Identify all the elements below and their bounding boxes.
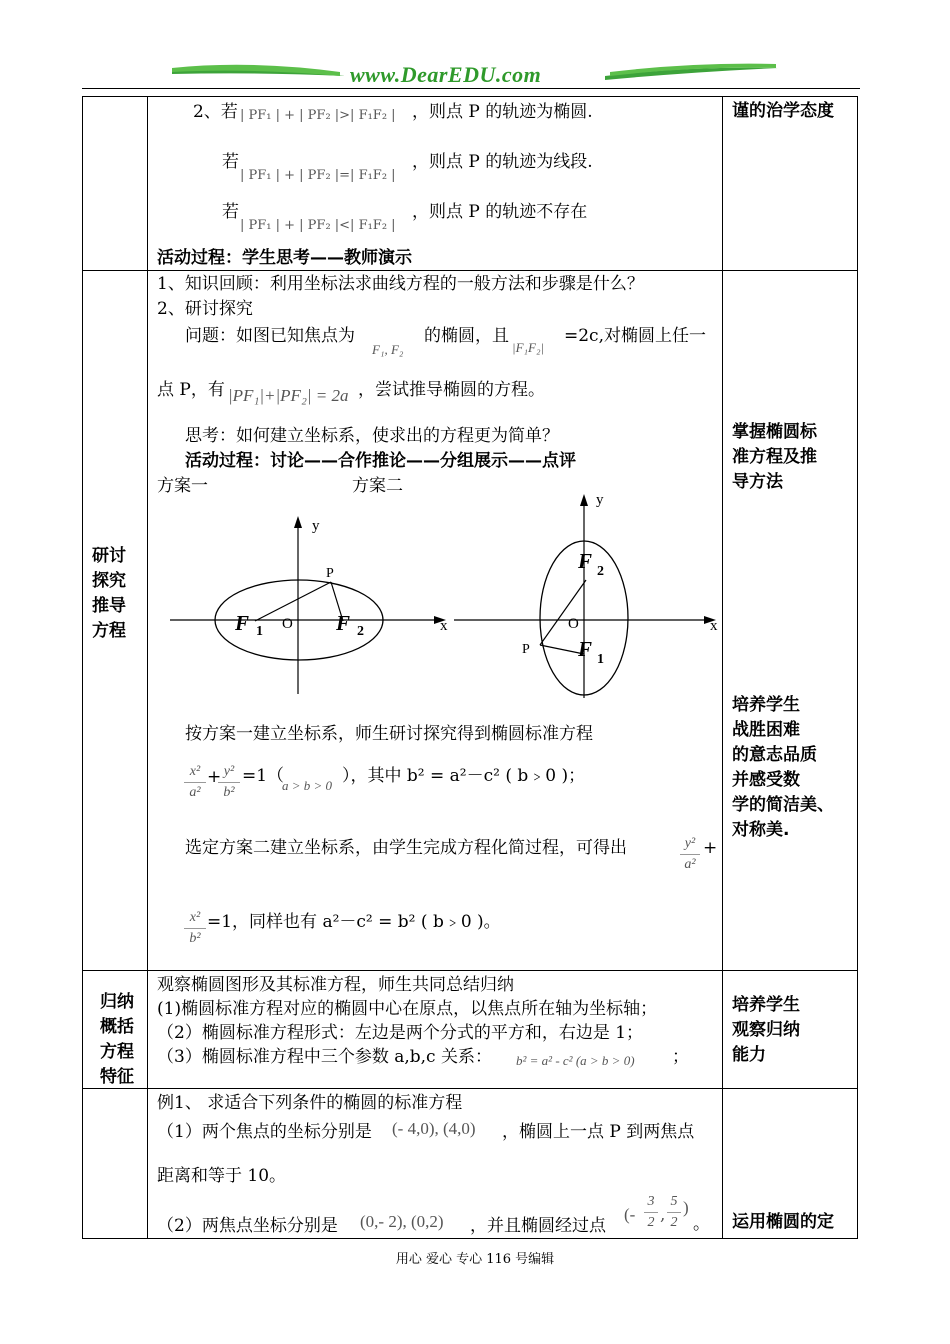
eq2-numerator-y: y² xyxy=(684,836,696,851)
example1-part2-c: ，并且椭圆经过点 xyxy=(470,1216,606,1236)
fig2-x-label: x xyxy=(710,618,718,634)
eq1-denominator-b: b² xyxy=(223,785,235,800)
fig1-point-p: P xyxy=(326,566,334,581)
eq1-rest: =1（ xyxy=(242,766,285,786)
row3-side-note: 培养学生 观察归纳 能力 xyxy=(732,995,800,1065)
row1-line2-formula: | PF₁ | + | PF₂ |=| F₁F₂ | xyxy=(240,168,396,183)
row1-line2-prefix: 若 xyxy=(222,152,239,172)
fig1-x-label: x xyxy=(440,618,448,634)
fig1-y-label: y xyxy=(312,518,320,534)
row2-problem-c: 的椭圆，且 xyxy=(424,326,509,346)
row2-problem-sum: |PF₁|+|PF₂| = 2a xyxy=(228,386,349,405)
row3-point3: （3）椭圆标准方程中三个参数 a,b,c 关系： xyxy=(157,1047,492,1067)
fig1-f2: F xyxy=(336,611,351,635)
row2-problem-tail: ，尝试推导椭圆的方程。 xyxy=(358,380,545,400)
frac1-numerator: 3 xyxy=(647,1194,655,1209)
row1-line1-suffix: ，则点 P 的轨迹为椭圆. xyxy=(412,102,593,122)
row1-line3-prefix: 若 xyxy=(222,202,239,222)
eq1-frac-y xyxy=(218,764,240,801)
figure-plan1 xyxy=(150,510,450,700)
frac2-denominator: 2 xyxy=(670,1215,678,1230)
eq1-numerator-y: y² xyxy=(223,764,235,779)
row2-label: 研讨 探究 推导 方程 xyxy=(92,546,126,641)
example1-part1-c: ，椭圆上一点 P 到两焦点 xyxy=(502,1122,695,1142)
fig2-f1-sub: 1 xyxy=(597,652,604,667)
example1-point-frac1 xyxy=(644,1194,658,1231)
row2-problem-f1f2: |F₁F₂| xyxy=(512,340,545,355)
eq1-numerator-x: x² xyxy=(189,764,201,779)
example1-title: 例1、 求适合下列条件的椭圆的标准方程 xyxy=(157,1093,463,1113)
example1-point-frac2 xyxy=(667,1194,681,1231)
row3-point2: （2）椭圆标准方程形式：左边是两个分式的平方和，右边是 1； xyxy=(157,1023,644,1043)
row2-review: 1、知识回顾：利用坐标法求曲线方程的一般方法和步骤是什么？ xyxy=(157,274,644,294)
fig1-origin: O xyxy=(282,616,293,632)
eq1-tail: ），其中 b² = a²－c² ( b﹥0 )； xyxy=(342,766,586,786)
row2-explore: 2、研讨探究 xyxy=(157,299,253,319)
row2-activity: 活动过程：讨论——合作推论——分组展示——点评 xyxy=(185,451,576,471)
figure-plan2 xyxy=(450,484,722,700)
frac1-denominator: 2 xyxy=(647,1215,655,1230)
example1-point-comma: , xyxy=(660,1205,666,1225)
eq3-numerator-x: x² xyxy=(189,910,201,925)
fig2-f2-sub: 2 xyxy=(597,564,604,579)
fig1-f2-sub: 2 xyxy=(357,624,364,639)
fig2-origin: O xyxy=(568,616,579,632)
row2-side-goal: 掌握椭圆标 准方程及推 导方法 xyxy=(732,422,817,492)
example1-part1-a: （1）两个焦点的坐标分别是 xyxy=(157,1122,372,1142)
fig1-f1: F xyxy=(235,611,250,635)
eq1-frac-x xyxy=(184,764,206,801)
fig1-f1-sub: 1 xyxy=(256,624,263,639)
frac2-numerator: 5 xyxy=(670,1194,678,1209)
row3-point3-end: ； xyxy=(672,1047,689,1067)
example1-part2-foci: (0,- 2), (0,2) xyxy=(360,1212,444,1231)
row1-line3-suffix: ，则点 P 的轨迹不存在 xyxy=(412,202,588,222)
eq3-tail: =1，同样也有 a²－c² = b² ( b﹥0 )。 xyxy=(207,912,501,932)
row1-line2-suffix: ，则点 P 的轨迹为线段. xyxy=(412,152,593,172)
row2-side-values: 培养学生 战胜困难 的意志品质 并感受数 学的简洁美、 对称美. xyxy=(732,695,834,840)
row4-side-note: 运用椭圆的定 xyxy=(732,1212,834,1232)
header-rule xyxy=(82,88,860,89)
eq2-denominator-a: a² xyxy=(684,857,696,872)
eq1-plus: + xyxy=(207,767,222,787)
example1-part1-foci: (- 4,0), (4,0) xyxy=(392,1119,476,1138)
example1-part2-a: （2）两焦点坐标分别是 xyxy=(157,1216,338,1236)
plan2-label: 方案二 xyxy=(352,476,403,496)
page-footer: 用心 爱心 专心 116 号编辑 xyxy=(395,1252,555,1267)
row3-relation: b² = a² - c² (a > b > 0) xyxy=(516,1053,635,1068)
row2-problem-p: 点 P，有 xyxy=(157,380,225,400)
eq1-denominator-a: a² xyxy=(189,785,201,800)
example1-point-open: (- xyxy=(624,1205,636,1224)
row2-problem-a: 问题：如图已知焦点为 xyxy=(185,326,355,346)
fig2-f2: F xyxy=(578,549,593,573)
example1-part1-d: 距离和等于 10。 xyxy=(157,1166,287,1186)
plan1-label: 方案一 xyxy=(157,476,208,496)
row3-point1: (1)椭圆标准方程对应的椭圆中心在原点，以焦点所在轴为坐标轴； xyxy=(157,999,658,1019)
eq3-frac-x xyxy=(184,910,206,947)
eq1-condition: a > b > 0 xyxy=(282,778,333,793)
eq2-plus: + xyxy=(703,838,718,858)
row1-side-note: 谨的治学态度 xyxy=(732,101,834,121)
row2-think: 思考：如何建立坐标系，使求出的方程更为简单？ xyxy=(185,426,559,446)
row3-label: 归纳 概括 方程 特征 xyxy=(100,992,134,1087)
fig2-y-label: y xyxy=(596,492,604,508)
row1-line1-formula: | PF₁ | + | PF₂ |>| F₁F₂ | xyxy=(240,108,396,123)
row1-line1-prefix: 2、若 xyxy=(193,102,238,122)
row2-problem-foci: F₁, F₂ xyxy=(372,342,404,357)
eq3-denominator-b: b² xyxy=(189,931,201,946)
row2-plan2-result: 选定方案二建立坐标系，由学生完成方程化简过程，可得出 xyxy=(185,838,627,858)
fig2-point-p: P xyxy=(522,642,530,657)
row1-line3-formula: | PF₁ | + | PF₂ |<| F₁F₂ | xyxy=(240,218,396,233)
eq2-frac-y xyxy=(680,836,700,873)
example1-point-close: ) xyxy=(683,1198,689,1217)
row2-plan1-result: 按方案一建立坐标系，师生研讨探究得到椭圆标准方程 xyxy=(185,724,593,744)
row3-intro: 观察椭圆图形及其标准方程，师生共同总结归纳 xyxy=(157,975,514,995)
fig2-f1: F xyxy=(578,637,593,661)
row2-problem-e: =2c,对椭圆上任一 xyxy=(564,326,706,346)
site-logo-text: www.DearEDU.com xyxy=(350,62,542,87)
example1-part2-end: 。 xyxy=(693,1214,710,1234)
row1-activity: 活动过程：学生思考——教师演示 xyxy=(157,248,412,268)
